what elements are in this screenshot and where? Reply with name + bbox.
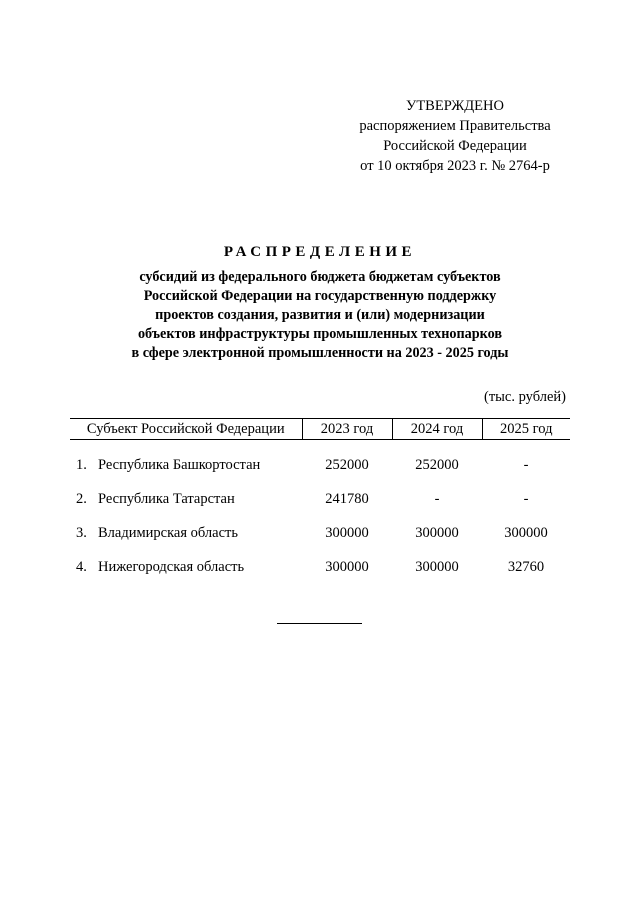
value-2025: 32760 [507, 558, 545, 575]
subject-name: Нижегородская область [98, 558, 245, 575]
table-row [70, 550, 570, 584]
approval-authority: распоряжением Правительства [359, 118, 551, 134]
subtitle-line: объектов инфраструктуры промышленных технопарков [137, 326, 503, 342]
value-2025: 300000 [504, 524, 548, 541]
value-2024: 252000 [415, 456, 459, 473]
subtitle-line: проектов создания, развития и (или) модернизации [155, 307, 485, 323]
subject-cell [70, 482, 302, 516]
document-subtitle [90, 268, 550, 363]
subtitle-line: Российской Федерации на государственную поддержку [143, 288, 497, 304]
table-row [70, 516, 570, 550]
header-2024: 2024 год [392, 419, 482, 440]
table-header-row [70, 419, 570, 440]
value-2025: - [523, 490, 529, 507]
approval-date-number: от 10 октября 2023 г. № 2764-р [360, 158, 550, 174]
approval-heading: УТВЕРЖДЕНО [406, 98, 504, 114]
value-2024: - [434, 490, 440, 507]
subject-cell [70, 516, 302, 550]
subject-name: Владимирская область [98, 524, 238, 541]
document-title: РАСПРЕДЕЛЕНИЕ [223, 244, 417, 260]
subject-name: Республика Башкортостан [98, 456, 261, 473]
value-2025: - [523, 456, 529, 473]
value-2024: 300000 [415, 558, 459, 575]
value-2023: 252000 [325, 456, 369, 473]
table-row [70, 482, 570, 516]
subtitle-line: в сфере электронной промышленности на 2023 - 2025 годы [131, 345, 509, 361]
value-2024: 300000 [415, 524, 459, 541]
units-note: (тыс. рублей) [484, 389, 566, 405]
value-2023: 241780 [325, 490, 369, 507]
subject-name: Республика Татарстан [98, 490, 235, 507]
value-2023: 300000 [325, 524, 369, 541]
table-row [70, 440, 570, 483]
subject-cell [70, 440, 302, 483]
value-2023: 300000 [325, 558, 369, 575]
header-subject: Субъект Российской Федерации [70, 419, 302, 440]
distribution-table [70, 418, 570, 584]
row-number: 4. [76, 558, 87, 575]
row-number: 2. [76, 490, 87, 507]
subject-cell [70, 550, 302, 584]
approval-authority-country: Российской Федерации [383, 138, 527, 154]
approval-stamp [330, 96, 580, 176]
end-separator-line [277, 623, 362, 624]
header-2025: 2025 год [482, 419, 570, 440]
header-2023: 2023 год [302, 419, 392, 440]
row-number: 1. [76, 456, 87, 473]
subtitle-line: субсидий из федерального бюджета бюджетам субъектов [139, 269, 501, 285]
row-number: 3. [76, 524, 87, 541]
